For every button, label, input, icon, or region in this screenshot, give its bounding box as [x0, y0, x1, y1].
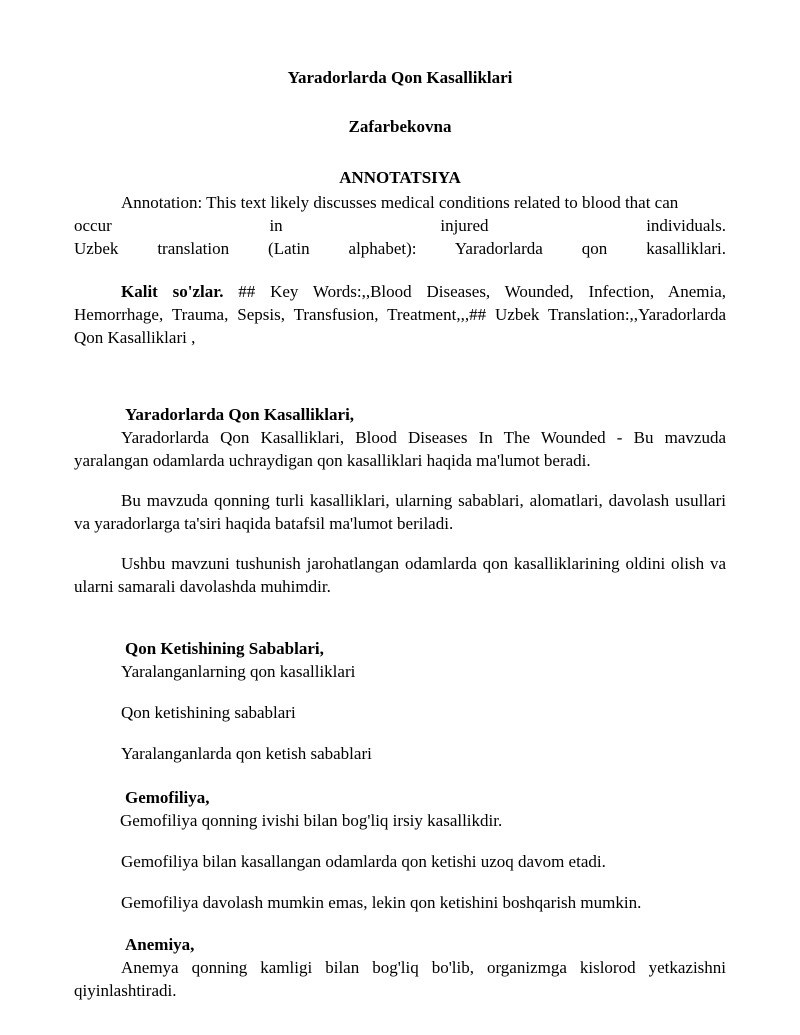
annotation-heading: ANNOTATSIYA: [339, 168, 461, 187]
annotation-line-1: Annotation: This text likely discusses medical conditions related to blood that can: [121, 193, 679, 212]
list-item: Qon ketishining sabablari: [121, 703, 296, 722]
document-title: Yaradorlarda Qon Kasalliklari: [287, 68, 513, 87]
annotation-line-2: occur in injured individuals.: [74, 216, 726, 235]
list-item: Gemofiliya davolash mumkin emas, lekin qon ketishini boshqarish mumkin.: [121, 893, 642, 912]
author-name: Zafarbekovna: [348, 117, 452, 136]
keywords-text: ## Key Words:,,Blood Diseases, Wounded, Infection, Anemia, Hemorrhage, Trauma, Sepsis, Transfusion, Treatment,,,## Uzbek Translation:,,Yaradorlarda Qon Kasalliklari ,: [74, 282, 726, 347]
list-item: Yaralanganlarda qon ketish sabablari: [121, 744, 372, 763]
list-item: Yaralanganlarning qon kasalliklari: [121, 662, 356, 681]
annotation-block: [74, 191, 726, 260]
section-heading: Anemiya,: [125, 935, 195, 954]
section-blood-diseases: [74, 403, 726, 598]
keywords-block: [74, 280, 726, 349]
paragraph: Anemya qonning kamligi bilan bog'liq bo'lib, organizmga kislorod yetkazishni qiyinlashtiradi.: [74, 958, 726, 1000]
keywords-label: Kalit so'zlar.: [121, 282, 224, 301]
list-item: Gemofiliya bilan kasallangan odamlarda qon ketishi uzoq davom etadi.: [121, 852, 606, 871]
paragraph: Ushbu mavzuni tushunish jarohatlangan odamlarda qon kasalliklarining oldini olish va ularni samarali davolashda muhimdir.: [74, 554, 726, 596]
section-anemia: [74, 933, 726, 1002]
section-hemophilia: [74, 786, 726, 914]
section-heading: Qon Ketishining Sabablari,: [125, 639, 324, 658]
section-heading: Yaradorlarda Qon Kasalliklari,: [125, 405, 355, 424]
annotation-line-3: Uzbek translation (Latin alphabet): Yaradorlarda qon kasalliklari.: [74, 239, 726, 258]
keywords-paragraph: [74, 280, 726, 349]
section-heading: Gemofiliya,: [125, 788, 210, 807]
paragraph: Bu mavzuda qonning turli kasalliklari, ularning sabablari, alomatlari, davolash usullari va yaradorlarga ta'siri haqida batafsil ma'lumot beriladi.: [74, 491, 726, 533]
paragraph: Yaradorlarda Qon Kasalliklari, Blood Diseases In The Wounded - Bu mavzuda yaralangan odamlarda uchraydigan qon kasalliklari haqida ma'lumot beradi.: [74, 428, 726, 470]
list-item: Gemofiliya qonning ivishi bilan bog'liq irsiy kasallikdir.: [120, 811, 503, 830]
section-bleeding-causes: [74, 637, 726, 765]
